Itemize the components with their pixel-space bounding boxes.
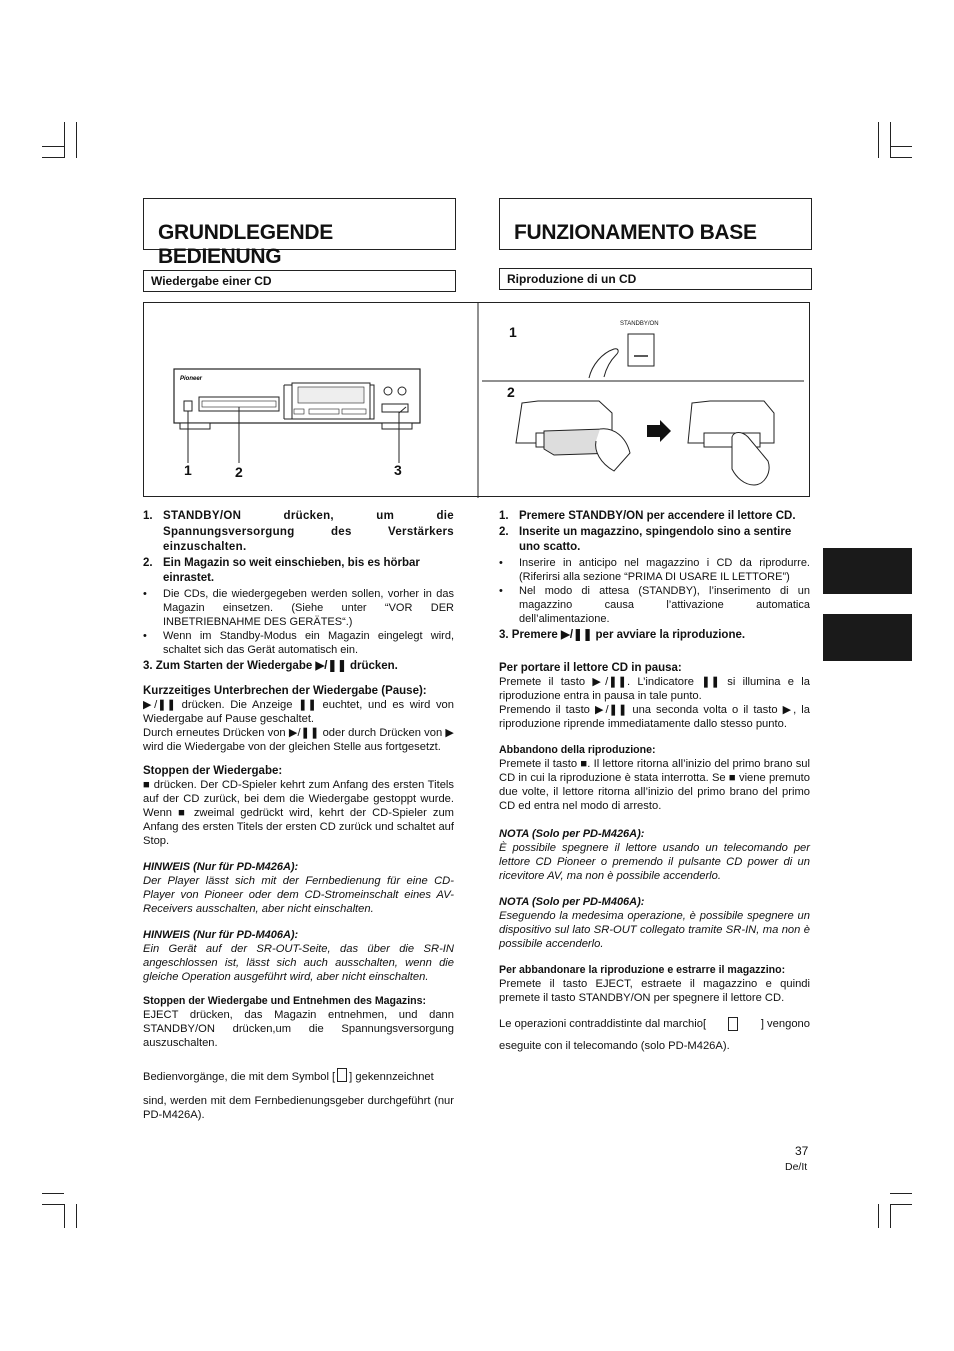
crop-mark bbox=[42, 1193, 64, 1194]
callout-1: 1 bbox=[184, 462, 192, 478]
bullet: • Inserire in anticipo nel magazzino i CD da riprodurre. (Riferirsi alla sezione “PRIMA DI USARE IL LETTORE”) bbox=[499, 556, 810, 583]
note1-heading: HINWEIS (Nur für PD-M426A): bbox=[143, 861, 299, 873]
standby-label: STANDBY/ON bbox=[620, 321, 659, 327]
crop-mark bbox=[890, 1204, 891, 1228]
crop-mark bbox=[890, 1204, 912, 1205]
crop-mark bbox=[42, 1204, 64, 1205]
language-code: De/It bbox=[785, 1161, 808, 1173]
callout-3: 3 bbox=[394, 462, 402, 478]
note1-heading-it: NOTA (Solo per PD-M426A): bbox=[499, 828, 645, 840]
stop-text: ■ drücken. Der CD-Spieler kehrt zum Anfang des ersten Titels auf der CD zurück, bei dem die Wiedergabe gestoppt wurde. Wenn ■ zweimal gedrückt wird, kehrt der CD-Spieler zum Anfang des ersten Titels der ersten CD zurück und schaltet auf Stop. bbox=[143, 779, 454, 847]
bullet: • Die CDs, die wiedergegeben werden sollen, vorher in das Magazin einsetzen. (Siehe unter “VOR DER INBETRIEBNAHME DES GERÄTES“.) bbox=[143, 587, 454, 628]
section-box-right bbox=[499, 268, 812, 290]
figure-step-2: 2 bbox=[507, 384, 515, 400]
crop-mark bbox=[42, 157, 64, 158]
subheading-pause: Kurzzeitiges Unterbrechen der Wiedergabe (Pause): bbox=[143, 685, 427, 697]
remote-icon bbox=[337, 1068, 347, 1082]
crop-mark bbox=[890, 146, 912, 147]
stop-text-it: Premete il tasto ■. Il lettore ritorna all’inizio del primo brano sul CD in cui la riproduzione è stata interrotta. Se ■ viene premuto due volte, il lettore ritorna all’inizio del primo brano del primo CD ed entra nel modo di arresto. bbox=[499, 758, 810, 812]
page-title: GRUNDLEGENDE BEDIENUNG bbox=[158, 221, 333, 268]
eject-heading: Stoppen der Wiedergabe und Entnehmen des Magazins: bbox=[143, 995, 427, 1007]
step-1: 1. STANDBY/ON drücken, um die Spannungsversorgung des Verstärkers einzuschalten. bbox=[143, 510, 454, 553]
remote-note-2: sind, werden mit dem Fernbedienungsgeber durchgeführt (nur PD-M426A). bbox=[143, 1095, 454, 1121]
subheading-pause-it: Per portare il lettore CD in pausa: bbox=[499, 662, 682, 674]
step-3-it: 3. Premere ▶/❚❚ per avviare la riproduzione. bbox=[499, 628, 746, 641]
remote-note-2-it: eseguite con il telecomando (solo PD-M426A). bbox=[499, 1040, 730, 1052]
note1-text-it: È possibile spegnere il lettore usando un telecomando per lettore CD Pioneer o premendo il pulsante CD power di un ricevitore AV, ma non è possibile accenderlo. bbox=[499, 842, 810, 882]
eject-text: EJECT drücken, das Magazin entnehmen, und dann STANDBY/ON drücken,um die Spannungsversorgung auszuschalten. bbox=[143, 1009, 454, 1049]
cd-player-illustration bbox=[144, 303, 811, 498]
crop-mark bbox=[64, 1204, 65, 1228]
header-box-left bbox=[143, 198, 456, 268]
bullet: • Nel modo di attesa (STANDBY), l’inserimento di un magazzino causa l’attivazione automatica dell’alimentazione. bbox=[499, 584, 810, 625]
pause-text-it: Premete il tasto ▶/❚❚. L’indicatore ❚❚ si illumina e la riproduzione entra in pausa in tale punto. bbox=[499, 676, 810, 702]
figure-step-1: 1 bbox=[509, 324, 517, 340]
language-tab-de bbox=[823, 548, 912, 594]
pause-text-2-it: Premendo il tasto ▶/❚❚ una seconda volta o il tasto ▶, la riproduzione riprende immediatamente dallo stesso punto. bbox=[499, 704, 810, 730]
page-title-it: FUNZIONAMENTO BASE bbox=[514, 221, 757, 244]
eject-text-it: Premete il tasto EJECT, estraete il magazzino e quindi premete il tasto STANDBY/ON per spegnere il lettore CD. bbox=[499, 978, 810, 1004]
crop-mark bbox=[76, 1204, 77, 1228]
figure-box bbox=[143, 302, 810, 497]
note2-text-it: Eseguendo la medesima operazione, è possibile spegnere un dispositivo sul lato SR-OUT collegato tramite SR-IN, ma non è possibile accenderlo. bbox=[499, 910, 810, 950]
pause-text: ▶/❚❚ drücken. Die Anzeige ❚❚ euchtet, und es wird von Wiedergabe auf Pause geschaltet. bbox=[143, 699, 454, 725]
note1-text: Der Player lässt sich mit der Fernbedienung für eine CD-Player von Pioneer oder dem CD-Stromeinschalt eines AV-Receivers ausschalten, aber nicht einschalten. bbox=[143, 875, 454, 915]
step-3: 3. Zum Starten der Wiedergabe ▶/❚❚ drücken. bbox=[143, 659, 398, 672]
pause-text-2: Durch erneutes Drücken von ▶/❚❚ oder durch Drücken von ▶ wird die Wiedergabe von der gleichen Stelle aus fortgesetzt. bbox=[143, 727, 454, 753]
crop-mark bbox=[878, 1204, 879, 1228]
remote-note: Bedienvorgänge, die mit dem Symbol [ ] gekennzeichnet bbox=[143, 1068, 454, 1084]
note2-heading-it: NOTA (Solo per PD-M406A): bbox=[499, 896, 645, 908]
bullet: • Wenn im Standby-Modus ein Magazin eingelegt wird, schaltet sich das Gerät automatisch ein. bbox=[143, 629, 454, 656]
crop-mark bbox=[890, 1193, 912, 1194]
crop-mark bbox=[64, 122, 65, 158]
note2-text: Ein Gerät auf der SR-OUT-Seite, das über die SR-IN angeschlossen ist, lässt sich auch ausschalten, wenn die gleiche Operation ausgeführt wird, aber nicht einschalten. bbox=[143, 943, 454, 983]
language-tab-it bbox=[823, 614, 912, 661]
section-title-it: Riproduzione di un CD bbox=[507, 272, 637, 286]
subheading-stop-it: Abbandono della riproduzione: bbox=[499, 744, 656, 756]
svg-text:Pioneer: Pioneer bbox=[180, 376, 203, 382]
step-2-it: 2. Inserite un magazzino, spingendolo sino a sentire uno scatto. bbox=[499, 525, 792, 553]
crop-mark bbox=[878, 122, 879, 158]
remote-icon bbox=[728, 1017, 738, 1031]
header-box-right bbox=[499, 198, 812, 250]
crop-mark bbox=[890, 157, 912, 158]
step-1-it: 1. Premere STANDBY/ON per accendere il lettore CD. bbox=[499, 510, 796, 522]
remote-note-it: Le operazioni contraddistinte dal marchio[ ] vengono bbox=[499, 1018, 810, 1030]
crop-mark bbox=[42, 146, 64, 147]
eject-heading-it: Per abbandonare la riproduzione e estrarre il magazzino: bbox=[499, 964, 786, 976]
subheading-stop: Stoppen der Wiedergabe: bbox=[143, 765, 283, 777]
page-number: 37 bbox=[795, 1144, 809, 1158]
section-box-left bbox=[143, 270, 456, 292]
step-2: 2. Ein Magazin so weit einschieben, bis es hörbar einrastet. bbox=[143, 556, 420, 584]
note2-heading: HINWEIS (Nur für PD-M406A): bbox=[143, 929, 299, 941]
crop-mark bbox=[890, 122, 891, 158]
crop-mark bbox=[76, 122, 77, 158]
right-column bbox=[499, 509, 810, 1053]
left-column bbox=[143, 509, 454, 1122]
callout-2: 2 bbox=[235, 464, 243, 480]
section-title: Wiedergabe einer CD bbox=[151, 274, 272, 288]
